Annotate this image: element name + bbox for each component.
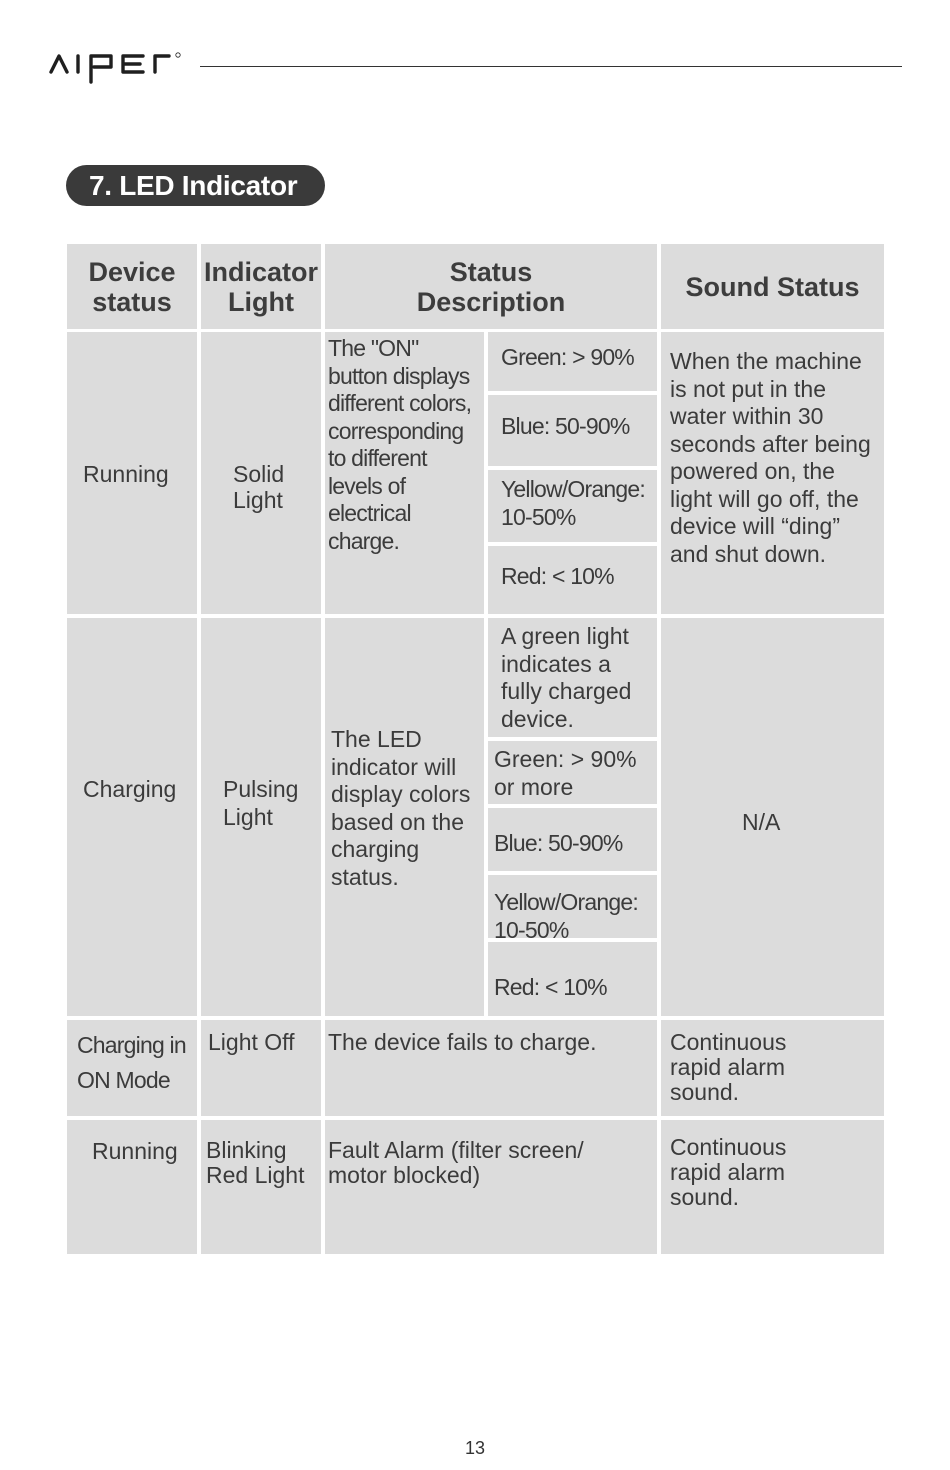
charging-on-indicator-label: Light Off <box>208 1029 295 1055</box>
charging-level-green: Green: > 90% or more <box>488 741 657 804</box>
aiper-logo <box>48 46 183 86</box>
fault-description-cell <box>325 1120 657 1254</box>
charging-on-indicator-cell <box>201 1020 321 1116</box>
running-indicator-cell <box>201 332 321 614</box>
fault-sound-cell <box>661 1120 884 1254</box>
header-indicator-light: Indicator Light <box>201 244 321 329</box>
charging-level-yellow: Yellow/Orange: 10-50% <box>488 875 657 938</box>
fault-device-label: Running <box>92 1138 178 1164</box>
running-level-red: Red: < 10% <box>488 546 657 614</box>
charging-description-cell <box>325 618 484 1016</box>
charging-on-device-cell <box>67 1020 197 1116</box>
charging-indicator-label: Pulsing Light <box>223 776 299 830</box>
running-device-cell <box>67 332 197 614</box>
charging-on-device-label: Charging in ON Mode <box>77 1032 186 1093</box>
charging-sound-cell <box>661 618 884 1016</box>
running-device-label: Running <box>83 461 169 487</box>
charging-level-blue: Blue: 50-90% <box>488 808 657 871</box>
charging-on-sound-cell <box>661 1020 884 1116</box>
fault-device-cell <box>67 1120 197 1254</box>
charging-sound-text: N/A <box>742 809 781 835</box>
header-rule <box>200 66 902 67</box>
running-description-text: The "ON" button displays different colors, corresponding to different levels of electrical charge. <box>328 335 472 554</box>
running-level-blue: Blue: 50-90% <box>488 395 657 466</box>
page-number: 13 <box>464 1438 486 1458</box>
charging-indicator-cell <box>201 618 321 1016</box>
section-title: 7. LED Indicator <box>66 165 325 206</box>
charging-level-full: A green light indicates a fully charged device. <box>488 618 657 737</box>
charging-on-sound-text: Continuous rapid alarm sound. <box>670 1029 787 1105</box>
running-description-cell <box>325 332 484 614</box>
header-status-description: Status Description <box>325 244 657 329</box>
fault-indicator-cell <box>201 1120 321 1254</box>
running-sound-text: When the machine is not put in the water within 30 seconds after being powered on, the light will go off, the device will “ding” and shut down. <box>670 348 871 567</box>
charging-device-cell <box>67 618 197 1016</box>
header-sound-status: Sound Status <box>661 244 884 329</box>
running-indicator-label: Solid Light <box>233 461 285 513</box>
running-level-yellow: Yellow/Orange: 10-50% <box>488 470 657 542</box>
header-device-status: Device status <box>67 244 197 329</box>
charging-on-description-cell <box>325 1020 657 1116</box>
charging-level-red: Red: < 10% <box>488 942 657 1016</box>
fault-sound-text: Continuous rapid alarm sound. <box>670 1134 787 1210</box>
charging-description-text: The LED indicator will display colors based on the charging status. <box>331 726 471 890</box>
fault-description-text: Fault Alarm (filter screen/ motor blocked) <box>328 1137 584 1188</box>
running-level-green: Green: > 90% <box>488 332 657 391</box>
charging-device-label: Charging <box>83 776 177 802</box>
fault-indicator-label: Blinking Red Light <box>206 1137 305 1188</box>
charging-on-description-text: The device fails to charge. <box>328 1029 597 1055</box>
running-sound-cell <box>661 332 884 614</box>
